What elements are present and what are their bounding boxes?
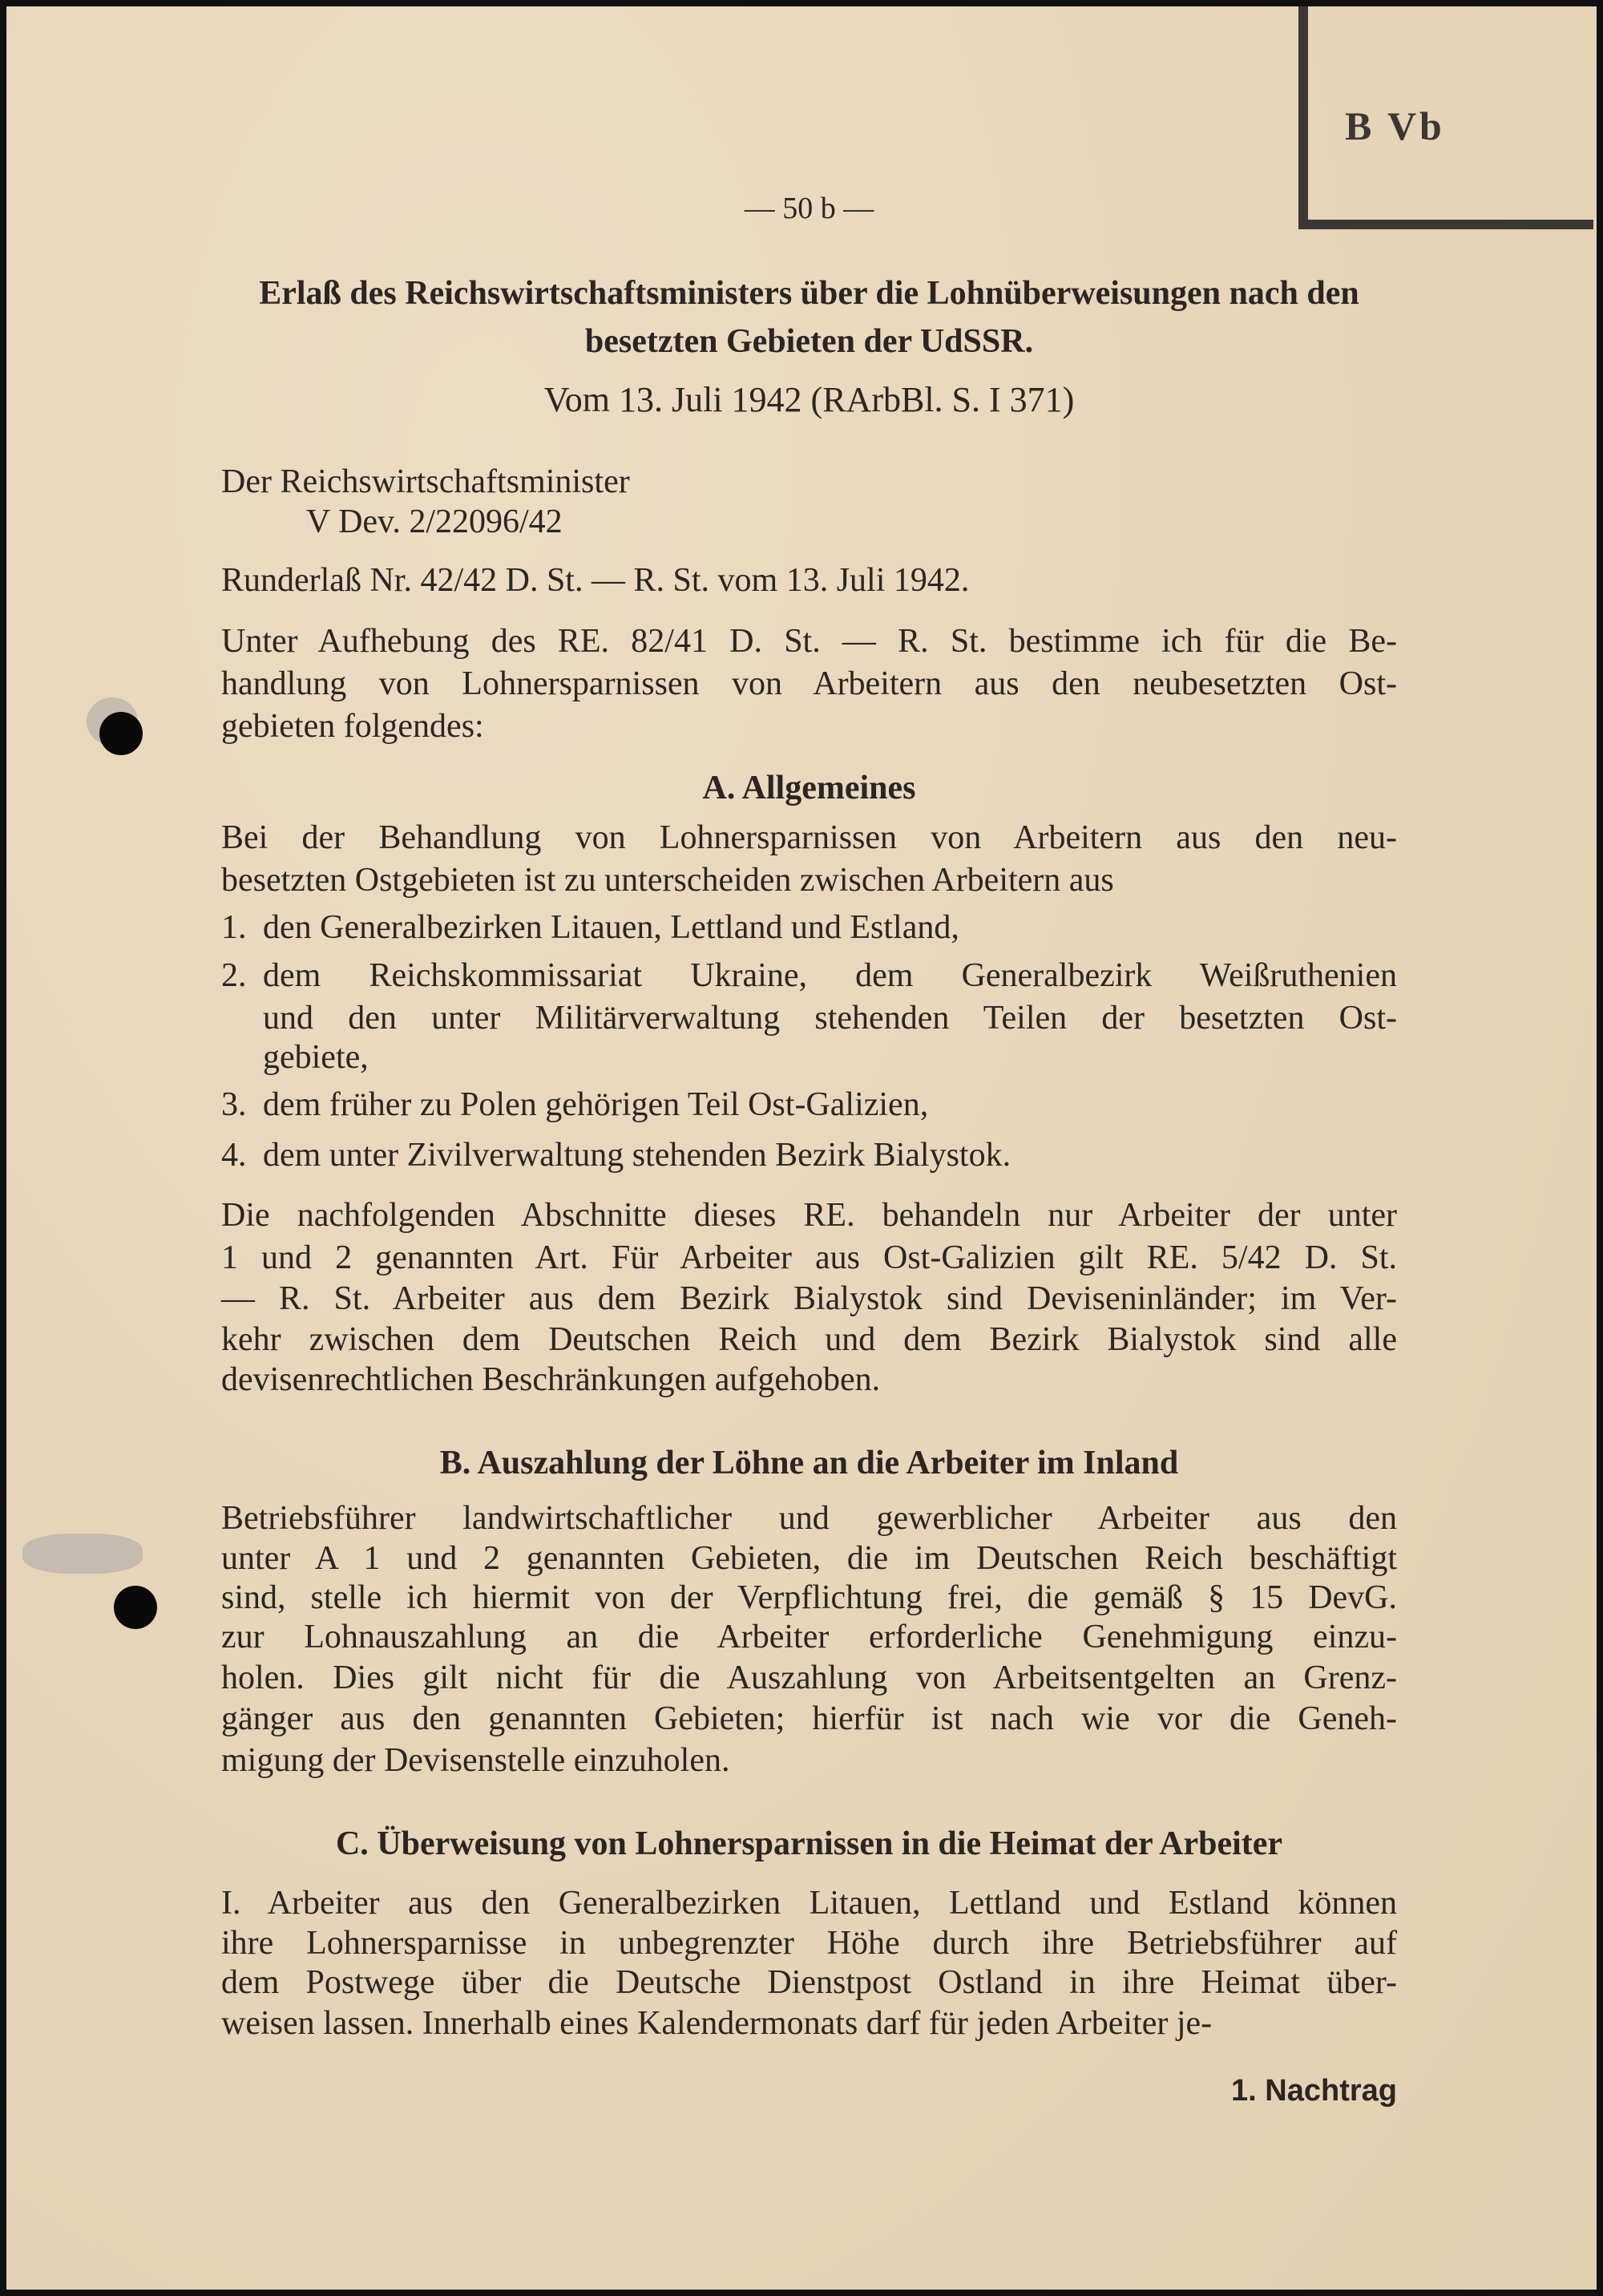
paragraph-line: sind, stelle ich hiermit von der Verpflichtung frei, die gemäß § 15 DevG. [221,1579,1397,1616]
paragraph-line: migung der Devisenstelle einzuholen. [221,1742,730,1779]
document-date-line: Vom 13. Juli 1942 (RArbBl. S. I 371) [543,380,1075,419]
punch-hole [99,712,143,755]
paragraph-line: gebieten folgendes: [221,708,484,745]
list-item-line: gebiete, [263,1039,369,1076]
document-page [6,6,1597,2290]
list-item-line: dem unter Zivilverwaltung stehenden Bezirk Bialystok. [263,1137,1011,1174]
list-item-line: den Generalbezirken Litauen, Lettland und Estland, [263,909,959,946]
paragraph-line: zur Lohnauszahlung an die Arbeiter erforderliche Genehmigung einzu- [221,1619,1397,1655]
paragraph-line: I. Arbeiter aus den Generalbezirken Litauen, Lettland und Estland können [221,1885,1397,1922]
paragraph-line: Die nachfolgenden Abschnitte dieses RE. behandeln nur Arbeiter der unter [221,1197,1397,1234]
list-item-line: dem Reichskommissariat Ukraine, dem Generalbezirk Weißruthenien [263,957,1397,994]
paragraph-line: — R. St. Arbeiter aus dem Bezirk Bialystok sind Deviseninländer; im Ver- [221,1280,1397,1317]
paragraph-line: Runderlaß Nr. 42/42 D. St. — R. St. vom 13. Juli 1942. [221,562,970,599]
paragraph-line: Bei der Behandlung von Lohnersparnissen von Arbeitern aus den neu- [221,819,1397,856]
supplement-label: 1. Nachtrag [1231,2074,1397,2108]
paragraph-line: devisenrechtlichen Beschränkungen aufgehoben. [221,1361,881,1398]
list-item-number: 4. [221,1137,247,1174]
reference-number: V Dev. 2/22096/42 [306,503,563,540]
list-item-line: und den unter Militärverwaltung stehenden Teilen der besetzten Ost- [263,1000,1397,1037]
punch-hole-tear [22,1534,143,1574]
section-heading: A. Allgemeines [702,770,916,806]
document-title-line: Erlaß des Reichswirtschaftsministers über die Lohnüberweisungen nach den [259,275,1359,312]
paragraph-line: unter A 1 und 2 genannten Gebieten, die im Deutschen Reich beschäftigt [221,1540,1397,1577]
punch-hole [114,1586,157,1629]
sender-line: Der Reichswirtschaftsminister [221,463,630,500]
paragraph-line: Unter Aufhebung des RE. 82/41 D. St. — R. St. bestimme ich für die Be- [221,623,1397,660]
list-item-line: dem früher zu Polen gehörigen Teil Ost-Galizien, [263,1086,929,1123]
paragraph-line: holen. Dies gilt nicht für die Auszahlung von Arbeitsentgelten an Grenz- [221,1659,1397,1696]
section-stamp-label: B Vb [1345,103,1445,148]
list-item-number: 2. [221,957,247,994]
paragraph-line: weisen lassen. Innerhalb eines Kalendermonats darf für jeden Arbeiter je- [221,2005,1213,2042]
paragraph-line: 1 und 2 genannten Art. Für Arbeiter aus Ost-Galizien gilt RE. 5/42 D. St. [221,1239,1397,1276]
page-number: — 50 b — [744,192,874,225]
section-heading: B. Auszahlung der Löhne an die Arbeiter im Inland [439,1445,1179,1481]
paragraph-line: dem Postwege über die Deutsche Dienstpost Ostland in ihre Heimat über- [221,1964,1397,2001]
document-title-line: besetzten Gebieten der UdSSR. [584,323,1034,360]
list-item-number: 1. [221,909,247,946]
list-item-number: 3. [221,1086,247,1123]
paragraph-line: kehr zwischen dem Deutschen Reich und dem Bezirk Bialystok sind alle [221,1321,1397,1358]
paragraph-line: ihre Lohnersparnisse in unbegrenzter Höhe durch ihre Betriebsführer auf [221,1925,1397,1962]
paragraph-line: Betriebsführer landwirtschaftlicher und gewerblicher Arbeiter aus den [221,1500,1397,1537]
paragraph-line: besetzten Ostgebieten ist zu unterscheiden zwischen Arbeitern aus [221,862,1114,899]
section-heading: C. Überweisung von Lohnersparnissen in die Heimat der Arbeiter [335,1825,1283,1862]
paragraph-line: handlung von Lohnersparnissen von Arbeitern aus den neubesetzten Ost- [221,665,1397,702]
paragraph-line: gänger aus den genannten Gebieten; hierfür ist nach wie vor die Geneh- [221,1700,1397,1737]
